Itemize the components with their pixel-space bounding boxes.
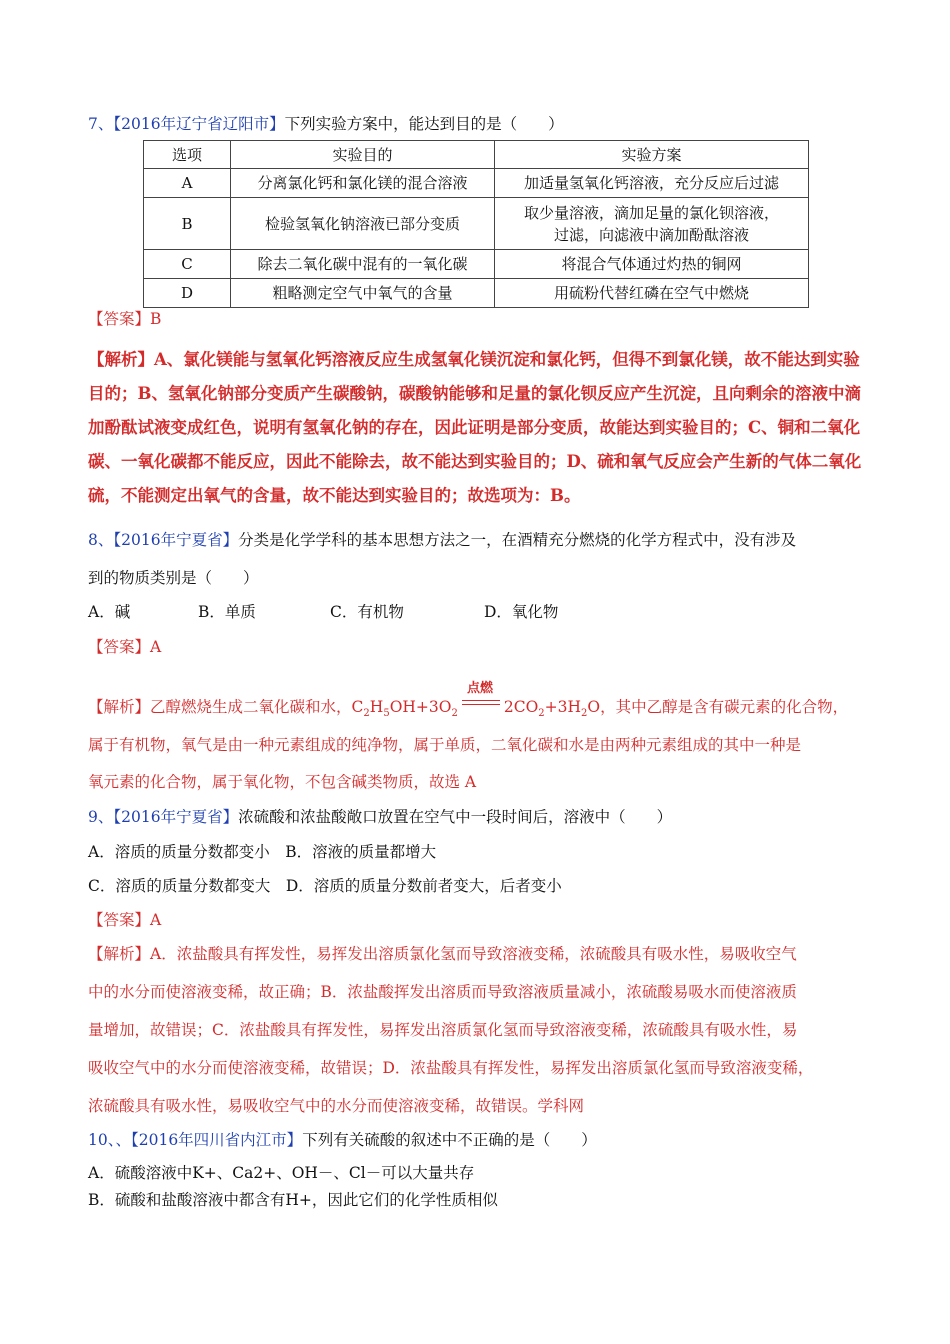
q10-question: 下列有关硫酸的叙述中不正确的是（ ） [302, 1131, 597, 1149]
q9-analysis-line [88, 944, 797, 964]
q9-options-line1: A．溶质的质量分数都变小 B．溶液的质量都增大 [88, 843, 437, 861]
analysis-line: 目的；B、氢氧化钠部分变质产生碳酸钠，碳酸钠能够和足量的氯化钡反应产生沉淀，且向剩余的溶液中滴 [88, 384, 861, 403]
q9-source: 【2016年宁夏省】 [113, 808, 239, 826]
q9-number: 9、 [88, 808, 114, 826]
table-cell-line: 取少量溶液，滴加足量的氯化钡溶液， [523, 203, 779, 222]
q7-analysis [88, 343, 878, 513]
table-header-cell: 实验目的 [231, 141, 495, 169]
q9-analysis-line: 吸收空气中的水分而使溶液变稀，故错误；D．浓盐酸具有挥发性，易挥发出溶质氯化氢而导致溶液变稀， [88, 1059, 814, 1077]
table-cell: B [144, 198, 231, 250]
q8-stem-line2: 到的物质类别是（ ） [88, 569, 259, 587]
analysis-line: 硫，不能测定出氧气的含量，故不能达到实验目的；故选项为：B。 [88, 486, 581, 505]
table-row [144, 198, 809, 250]
q10-source: 【2016年四川省内江市】 [130, 1131, 303, 1149]
table-row [144, 250, 809, 279]
table-cell: 加适量氢氧化钙溶液，充分反应后过滤 [495, 169, 809, 198]
q9-question: 浓硫酸和浓盐酸敞口放置在空气中一段时间后，溶液中（ ） [238, 808, 673, 826]
q8-answer: 【答案】A [88, 638, 162, 656]
table-header-cell: 选项 [144, 141, 231, 169]
q10-option-b: B．硫酸和盐酸溶液中都含有H+，因此它们的化学性质相似 [88, 1191, 498, 1209]
q8-analysis-pre: 乙醇燃烧生成二氧化碳和水， [150, 698, 352, 716]
q7-source: 【2016年辽宁省辽阳市】 [113, 115, 285, 133]
table-cell: D [144, 279, 231, 308]
equation-equals-bar [462, 700, 500, 705]
q9-answer: 【答案】A [88, 911, 162, 929]
q10-option-a: A．硫酸溶液中K+、Ca2+、OH－、Cl－可以大量共存 [88, 1164, 475, 1182]
q8-stem [88, 530, 796, 550]
q8-equation-right: $2CO_2+3H_2O$ [503, 698, 601, 720]
q8-option-c: C．有机物 [330, 603, 404, 621]
q7-stem [88, 114, 564, 134]
q8-equation-left: $C_2H_5OH+3O_2$ [351, 698, 458, 720]
q8-options [88, 602, 558, 622]
table-cell: A [144, 169, 231, 198]
table-cell: 除去二氧化碳中混有的一氧化碳 [231, 250, 495, 279]
q10-number: 10、、 [88, 1131, 131, 1149]
q8-analysis-label: 【解析】 [88, 698, 151, 716]
q9-analysis-line: 中的水分而使溶液变稀，故正确；B．浓盐酸挥发出溶质而导致溶液质量减小，浓硫酸易吸水而使溶液质 [88, 983, 797, 1001]
q8-analysis-post: ，其中乙醇是含有碳元素的化合物， [600, 698, 849, 716]
q9-analysis-text: A．浓盐酸具有挥发性，易挥发出溶质氯化氢而导致溶液变稀，浓硫酸具有吸水性，易吸收空气 [150, 945, 797, 963]
q9-options-line2: C．溶质的质量分数都变大 D．溶质的质量分数前者变大，后者变小 [88, 877, 562, 895]
equation-condition: 点燃 [467, 681, 494, 696]
q8-number: 8、 [88, 531, 114, 549]
table-row [144, 169, 809, 198]
q8-option-a: A．碱 [88, 603, 131, 621]
analysis-line: 【解析】A、氯化镁能与氢氧化钙溶液反应生成氢氧化镁沉淀和氯化钙，但得不到氯化镁，故不能达到实验 [88, 350, 860, 369]
q8-question: 分类是化学学科的基本思想方法之一，在酒精充分燃烧的化学方程式中，没有涉及 [238, 531, 797, 549]
table-cell: 用硫粉代替红磷在空气中燃烧 [495, 279, 809, 308]
q8-analysis-line3: 氧元素的化合物，属于氧化物，不包含碱类物质，故选 A [88, 773, 477, 791]
q9-analysis-line: 量增加，故错误；C．浓盐酸具有挥发性，易挥发出溶质氯化氢而导致溶液变稀，浓硫酸具有吸水性，易 [88, 1021, 798, 1039]
table-cell: C [144, 250, 231, 279]
analysis-line: 加酚酞试液变成红色，说明有氢氧化钠的存在，因此证明是部分变质，故能达到实验目的；C、铜和二氧化 [88, 418, 861, 437]
q8-option-d: D．氧化物 [484, 603, 559, 621]
table-cell [495, 198, 809, 250]
table-cell: 分离氯化钙和氯化镁的混合溶液 [231, 169, 495, 198]
table-row [144, 279, 809, 308]
q7-table [143, 140, 809, 308]
q10-stem [88, 1130, 597, 1150]
q8-analysis-line2: 属于有机物，氧气是由一种元素组成的纯净物，属于单质，二氧化碳和水是由两种元素组成的其中一种是 [88, 736, 802, 754]
table-header-cell: 实验方案 [495, 141, 809, 169]
table-cell-line: 过滤，向滤液中滴加酚酞溶液 [553, 225, 749, 244]
q8-source: 【2016年宁夏省】 [113, 531, 239, 549]
table-cell: 检验氢氧化钠溶液已部分变质 [231, 198, 495, 250]
q7-answer: 【答案】B [88, 310, 162, 328]
table-header-row [144, 141, 809, 169]
q9-analysis-label: 【解析】 [88, 945, 151, 963]
table-cell: 将混合气体通过灼热的铜网 [495, 250, 809, 279]
q7-number: 7、 [88, 115, 114, 133]
q9-analysis-line: 浓硫酸具有吸水性，易吸收空气中的水分而使溶液变稀，故错误。学科网 [88, 1097, 585, 1115]
q7-question: 下列实验方案中，能达到目的是（ ） [284, 115, 564, 133]
q8-option-b: B．单质 [198, 603, 256, 621]
analysis-line: 碳、一氧化碳都不能反应，因此不能除去，故不能达到实验目的；D、硫和氧气反应会产生新的气体二氧化 [88, 452, 862, 471]
q9-stem [88, 807, 672, 827]
table-cell: 粗略测定空气中氧气的含量 [231, 279, 495, 308]
